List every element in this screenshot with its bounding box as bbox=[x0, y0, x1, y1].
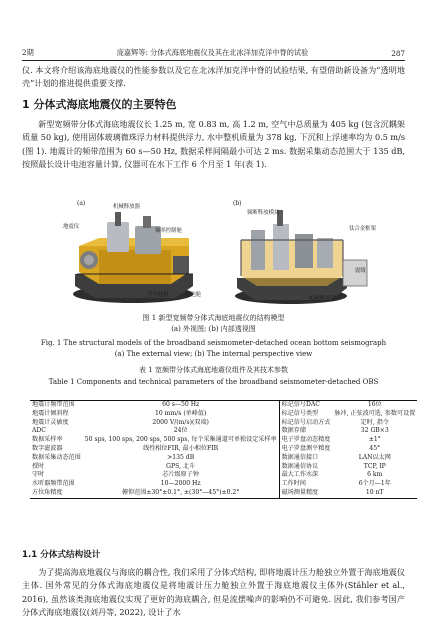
table-param-name: 电子罗盘测平精度 bbox=[281, 444, 331, 452]
label-buoyancy-material: 浮力材料 bbox=[147, 292, 169, 298]
header-rule bbox=[22, 60, 405, 61]
figure-caption-cn: 图 1 新型宽频带分体式海底地震仪的结构模型 bbox=[142, 314, 285, 322]
table-param-name: 数据通信接口 bbox=[281, 453, 319, 461]
table-caption-en: Table 1 Components and technical parameters of the broadband seismometer-detached OBS bbox=[48, 378, 379, 386]
label-frequency-control-cabin: 频率控制舱 bbox=[155, 228, 182, 234]
table-row bbox=[30, 436, 417, 445]
table-param-name: 数据通信协议 bbox=[281, 462, 319, 470]
page-header bbox=[22, 46, 405, 58]
table-param-value: 24位 bbox=[83, 427, 279, 436]
table-param-value: 芯片级原子钟 bbox=[83, 471, 279, 480]
table-param-value: GPS, 北斗 bbox=[83, 463, 279, 472]
table-param-value: 10—2000 Hz bbox=[83, 480, 279, 489]
table-param-value: 16位 bbox=[332, 401, 417, 410]
label-titanium-frame: 钛合金框架 bbox=[349, 226, 376, 232]
table-caption-cn: 表 1 宽频带分体式海底地震仪组件及其技术参数 bbox=[139, 366, 288, 374]
table-param-value: LAN以太网 bbox=[358, 453, 391, 461]
page-number: 287 bbox=[391, 49, 405, 58]
table-param-name: 数据采集动态范围 bbox=[32, 453, 81, 461]
table-param-name: 数字滤波器 bbox=[32, 444, 63, 452]
table-param-name: 数据采样率 bbox=[32, 436, 63, 444]
table-param-value: 32 GB×3 bbox=[360, 427, 389, 435]
issue-number: 2期 bbox=[22, 48, 34, 57]
table-param-name: 电子罗盘动态精度 bbox=[281, 436, 331, 444]
table-param-value: 45° bbox=[369, 444, 381, 452]
table-param-value: 50 sps, 100 sps, 200 sps, 500 sps, 每个采集通道可单独设定采样率 bbox=[83, 436, 279, 445]
table-row bbox=[30, 401, 417, 410]
table-param-value: >135 dB bbox=[83, 454, 279, 463]
table-row bbox=[30, 419, 417, 428]
table-row bbox=[30, 445, 417, 454]
obs-internal-view-illustration bbox=[221, 200, 375, 308]
table-param-value: 定时, 指令 bbox=[360, 418, 389, 426]
table-param-value: ±1° bbox=[368, 436, 381, 444]
table-row bbox=[30, 489, 417, 498]
table-row bbox=[30, 471, 417, 480]
table-param-name: 最大工作水深 bbox=[281, 471, 319, 479]
label-magnitude: 震级 bbox=[355, 268, 366, 274]
table-param-name: 授时 bbox=[32, 462, 45, 470]
table-param-name: 磁场测量精度 bbox=[279, 489, 332, 498]
label-mechanical-release-b: 机械释放器 bbox=[309, 296, 336, 302]
table-param-name: 守时 bbox=[32, 471, 45, 479]
running-title: 庞嘉辉等: 分体式海底地震仪及其在北冰洋加克洋中脊的试验 bbox=[116, 48, 309, 57]
table-param-name: 水听器频带范围 bbox=[32, 480, 75, 488]
figure-sublabel-b: (b) bbox=[233, 200, 242, 207]
table-row bbox=[30, 454, 417, 463]
figure-sublabel-a: (a) bbox=[77, 200, 86, 207]
table-param-name: 方位角精度 bbox=[30, 489, 83, 498]
table-param-value: 10 mm/s (单峰值) bbox=[83, 410, 279, 419]
section-1-1-title: 1.1 分体式结构设计 bbox=[22, 550, 101, 560]
table-param-value: 60 s—50 Hz bbox=[83, 401, 279, 410]
label-seismometer: 地震仪 bbox=[63, 224, 80, 230]
intro-paragraph: 仪. 本文将介绍该海底地震仪的性能参数以及它在北冰洋加克洋中脊的试验结果, 有望借助新设备为“透明地壳”计划的推进提供重要支撑. bbox=[22, 65, 405, 89]
table-param-name: 地震计倾斜程 bbox=[32, 409, 69, 417]
table-param-name: 地震计频带范围 bbox=[30, 401, 83, 410]
table-row bbox=[30, 427, 417, 436]
table-param-value: 6 km bbox=[367, 471, 383, 479]
section-1-paragraph: 新型宽频带分体式海底地震仪长 1.25 m, 宽 0.83 m, 高 1.2 m, 空气中总质量为 405 kg (包含沉耦架质量 50 kg), 使用固体玻璃微珠浮力材料提供浮力, 水中整机质量为 378 kg, 下沉和上浮速率均为 0.5 m/s (图 1). 地震计的频带范围为 60 s—50 Hz, 数据采样间隔最小可达 2 ms. 数据采集动态范围大于 135 dB, 按照最长设计电池容量计算, 仪器可在水下工作 6 个月至 1 年(表 1). bbox=[22, 119, 405, 170]
section-1-title: 1 分体式海底地震仪的主要特色 bbox=[22, 98, 177, 111]
section-1-1-paragraph: 为了提高海底地震仪与海底的耦合性, 我们采用了分体式结构, 即将地震计压力舱独立外置于海底地震仪主体. 国外常见的分体式海底地震仪是将地震计压力舱独立外置于海底地震仪主体外(Stähler et al., 2016), 虽然该类海底地震仪实现了更好的海底耦合, 但是流摆噪声的影响仍不可避免. 因此, 我们参考国产分体式海底地震仪(刘丹等, 2022), 设计了水 bbox=[22, 567, 405, 618]
table-param-name: 标记信号DAC bbox=[279, 401, 332, 410]
figure-1 bbox=[55, 200, 375, 308]
label-mechanical-release-a: 机械释放器 bbox=[113, 204, 140, 210]
table-param-value: 线性相位FIR, 最小相位FIR bbox=[83, 445, 279, 454]
figure-caption-en: Fig. 1 The structural models of the broadband seismometer-detached ocean bottom seismograph bbox=[40, 339, 387, 347]
table-param-value: 2000 V/(m/s)(双端) bbox=[83, 419, 279, 428]
table-param-name: 标记信号类型 bbox=[281, 409, 319, 417]
table-param-name: ADC bbox=[32, 427, 46, 435]
table-param-name: 工作时间 bbox=[281, 480, 306, 488]
label-battery-cabin: 电池舱 bbox=[185, 292, 202, 298]
table-param-value: TCP, IP bbox=[363, 462, 386, 470]
table-param-value: 俯仰范围±30°±0.1°, ±(30°—45°)±0.2° bbox=[83, 489, 279, 498]
table-param-name: 标记信号启动方式 bbox=[281, 418, 331, 426]
table-param-name: 数据存储 bbox=[281, 427, 306, 435]
table-param-value: 10 nT bbox=[332, 489, 417, 498]
label-frequency-release-module: 频断释放模块 bbox=[247, 210, 280, 216]
spec-table bbox=[30, 400, 417, 499]
table-row bbox=[30, 480, 417, 489]
figure-caption-cn-sub: (a) 外视图; (b) 内部透视图 bbox=[171, 325, 256, 333]
figure-caption-en-sub: (a) The external view; (b) The internal perspective view bbox=[114, 350, 313, 358]
table-row bbox=[30, 410, 417, 419]
table-param-name: 地震计灵敏度 bbox=[32, 418, 69, 426]
table-param-value: 6个月—1年 bbox=[358, 480, 391, 488]
table-param-value: 脉冲, 正弦波可选, 参数可设置 bbox=[334, 409, 416, 417]
table-row bbox=[30, 463, 417, 472]
